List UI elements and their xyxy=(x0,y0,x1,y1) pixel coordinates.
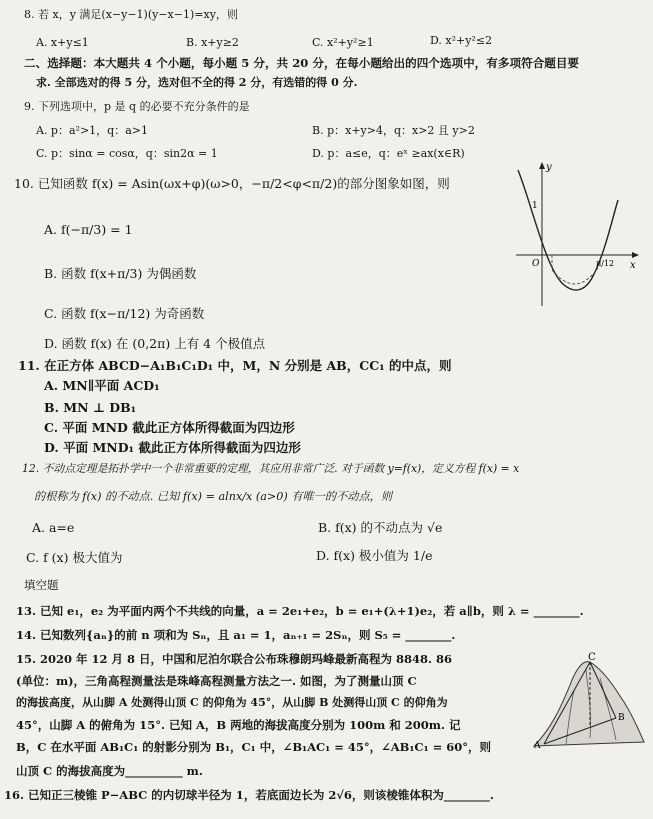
q10-stem: 10. 已知函数 f(x) = Asin(ωx+φ)(ω>0，−π/2<φ<π/2)的部分图象如图，则 xyxy=(14,176,450,191)
q12-option-d: D. f(x) 极小值为 1/e xyxy=(316,548,433,563)
q14-text: 14. 已知数列{aₙ}的前 n 项和为 Sₙ，且 a₁ = 1，aₙ₊₁ = 2Sₙ，则 S₅ = ________. xyxy=(16,628,456,642)
y-axis-arrow xyxy=(539,162,545,169)
x-axis-arrow xyxy=(632,252,639,258)
q8-option-c: C. x²+y²≥1 xyxy=(312,36,374,49)
section2-line2: 求. 全部选对的得 5 分，选对但不全的得 2 分，有选错的得 0 分. xyxy=(36,76,358,89)
q15-line2: (单位：m)，三角高程测量法是珠峰高程测量方法之一. 如图，为了测量山顶 C xyxy=(16,674,417,688)
section2-line1: 二、选择题：本大题共 4 个小题，每小题 5 分，共 20 分，在每小题给出的四个选项中，有多项符合题目要 xyxy=(24,56,580,70)
q10-option-b: B. 函数 f(x+π/3) 为偶函数 xyxy=(44,266,197,281)
q11-option-d: D. 平面 MND₁ 截此正方体所得截面为四边形 xyxy=(44,440,301,455)
q10-option-a: A. f(−π/3) = 1 xyxy=(44,222,133,237)
q13-text: 13. 已知 e₁，e₂ 为平面内两个不共线的向量，a = 2e₁+e₂，b = e₁+(λ+1)e₂，若 a∥b，则 λ = ________. xyxy=(16,604,584,618)
q9-option-d: D. p：a≤e，q：eˣ ≥ax(x∈R) xyxy=(312,147,465,160)
q12-line1: 12. 不动点定理是拓扑学中一个非常重要的定理，其应用非常广泛. 对于函数 y=f(x)，定义方程 f(x) = x xyxy=(22,462,520,475)
graph-tick-label: π/12 xyxy=(596,259,615,268)
q12-option-b: B. f(x) 的不动点为 √e xyxy=(318,520,443,535)
q8-stem: 8. 若 x，y 满足(x−y−1)(y−x−1)=xy，则 xyxy=(24,8,238,21)
q11-option-b: B. MN ⊥ DB₁ xyxy=(44,400,137,415)
q10-option-d: D. 函数 f(x) 在 (0,2π) 上有 4 个极值点 xyxy=(44,336,266,351)
section3-title: 填空题 xyxy=(24,578,59,592)
q8-option-b: B. x+y≥2 xyxy=(186,36,239,49)
sine-curve xyxy=(518,170,618,290)
q15-line4: 45°，山脚 A 的俯角为 15°. 已知 A，B 两地的海拔高度分别为 100m 和 200m. 记 xyxy=(16,718,461,732)
q12-line2: 的根称为 f(x) 的不动点. 已知 f(x) = alnx/x (a>0) 有唯一的不动点，则 xyxy=(34,490,393,503)
sine-graph-figure xyxy=(512,160,642,310)
q11-option-a: A. MN∥平面 ACD₁ xyxy=(44,378,160,393)
graph-y-label: y xyxy=(546,162,552,173)
q15-line6: 山顶 C 的海拔高度为__________ m. xyxy=(16,764,203,778)
q12-option-c: C. f (x) 极大值为 xyxy=(26,550,123,565)
q12-option-a: A. a=e xyxy=(32,520,75,535)
q11-option-c: C. 平面 MND 截此正方体所得截面为四边形 xyxy=(44,420,295,435)
q11-stem: 11. 在正方体 ABCD−A₁B₁C₁D₁ 中，M，N 分别是 AB，CC₁ 的中点，则 xyxy=(18,358,452,373)
q9-option-c: C. p：sinα = cosα，q：sin2α = 1 xyxy=(36,147,218,160)
q15-line1: 15. 2020 年 12 月 8 日，中国和尼泊尔联合公布珠穆朗玛峰最新高程为 8848. 86 xyxy=(16,652,453,666)
q9-option-a: A. p：a²>1，q：a>1 xyxy=(36,124,148,137)
q10-option-c: C. 函数 f(x−π/12) 为奇函数 xyxy=(44,306,205,321)
fig-label-c: C xyxy=(588,652,596,663)
graph-origin-label: O xyxy=(532,259,540,269)
fig-label-a: A xyxy=(534,741,541,750)
q9-option-b: B. p：x+y>4，q：x>2 且 y>2 xyxy=(312,124,475,137)
graph-x-label: x xyxy=(630,260,636,271)
q8-option-a: A. x+y≤1 xyxy=(36,36,89,49)
q16-text: 16. 已知正三棱锥 P−ABC 的内切球半径为 1，若底面边长为 2√6，则该棱锥体积为________. xyxy=(4,788,494,802)
graph-one-label: 1 xyxy=(532,201,538,211)
q9-stem: 9. 下列选项中，p 是 q 的必要不充分条件的是 xyxy=(24,100,250,113)
fig-label-b: B xyxy=(618,713,625,723)
mountain-figure xyxy=(530,650,648,750)
q15-line3: 的海拔高度，从山脚 A 处测得山顶 C 的仰角为 45°，从山脚 B 处测得山顶 C 的仰角为 xyxy=(16,696,448,709)
q8-option-d: D. x²+y²≤2 xyxy=(430,34,493,47)
q15-line5: B，C 在水平面 AB₁C₁ 的射影分别为 B₁，C₁ 中，∠B₁AC₁ = 45°，∠AB₁C₁ = 60°，则 xyxy=(16,740,492,754)
